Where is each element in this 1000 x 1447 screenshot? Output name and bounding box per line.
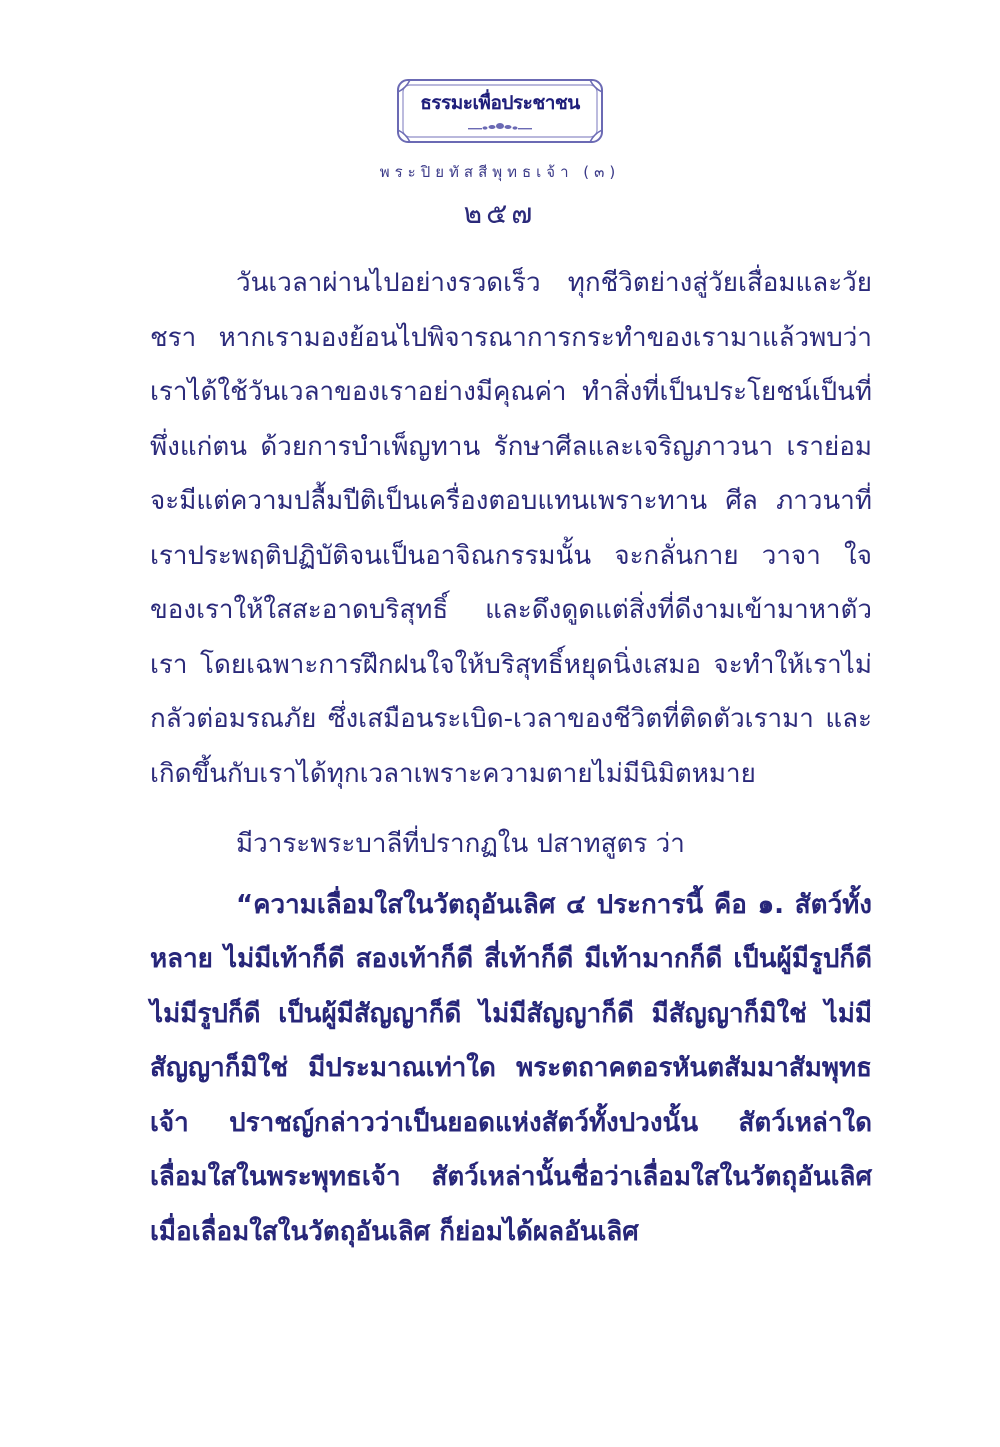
pali-quote: “ความเลื่อมใสในวัตถุอันเลิศ ๔ ประการนี้ คือ ๑. สัตว์ทั้งหลาย ไม่มีเท้าก็ดี สองเท้าก็ดี สี่เท้าก็ดี มีเท้ามากก็ดี เป็นผู้มีรูปก็ดี ไม่มีรูปก็ดี เป็นผู้มีสัญญาก็ดี ไม่มีสัญญาก็ดี มีสัญญาก็มิใช่ ไม่มีสัญญาก็มิใช่ มีประมาณเท่าใด พระตถาคตอรหันตสัมมาสัมพุทธเจ้า ปราชญ์กล่าวว่าเป็นยอดแห่งสัตว์ทั้งปวงนั้น สัตว์เหล่าใดเลื่อมใสในพระพุทธเจ้า สัตว์เหล่านั้นชื่อว่าเลื่อมใสในวัตถุอันเลิศ เมื่อเลื่อมใสในวัตถุอันเลิศ ก็ย่อมได้ผลอันเลิศ [150, 889, 872, 1247]
logo-text: ธรรมะเพื่อประชาชน [420, 92, 580, 114]
paragraph-1: วันเวลาผ่านไปอย่างรวดเร็ว ทุกชีวิตย่างสู่วัยเสื่อมและวัยชรา หากเรามองย้อนไปพิจารณาการกระทำของเรามาแล้วพบว่า เราได้ใช้วันเวลาของเราอย่างมีคุณค่า ทำสิ่งที่เป็นประโยชน์เป็นที่พึ่งแก่ตน ด้วยการบำเพ็ญทาน รักษาศีลและเจริญภาวนา เราย่อมจะมีแต่ความปลื้มปีติเป็นเครื่องตอบแทนเพราะทาน ศีล ภาวนาที่เราประพฤติปฏิบัติจนเป็นอาจิณกรรมนั้น จะกลั่นกาย วาจา ใจของเราให้ใสสะอาดบริสุทธิ์ และดึงดูดแต่สิ่งที่ดีงามเข้ามาหาตัวเรา โดยเฉพาะการฝึกฝนใจให้บริสุทธิ์หยุดนิ่งเสมอ จะทำให้เราไม่กลัวต่อมรณภัย ซึ่งเสมือนระเบิด-เวลาของชีวิตที่ติดตัวเรามา และเกิดขึ้นกับเราได้ทุกเวลาเพราะความตายไม่มีนิมิตหมาย [150, 268, 872, 789]
page-number: ๒๕๗ [463, 197, 537, 230]
intro-line: มีวาระพระบาลีที่ปรากฏใน ปสาทสูตร ว่า [236, 829, 685, 859]
running-header: พระปิยทัสสีพุทธเจ้า (๓) [379, 163, 621, 181]
series-logo [396, 78, 604, 144]
body-text [150, 256, 872, 1259]
